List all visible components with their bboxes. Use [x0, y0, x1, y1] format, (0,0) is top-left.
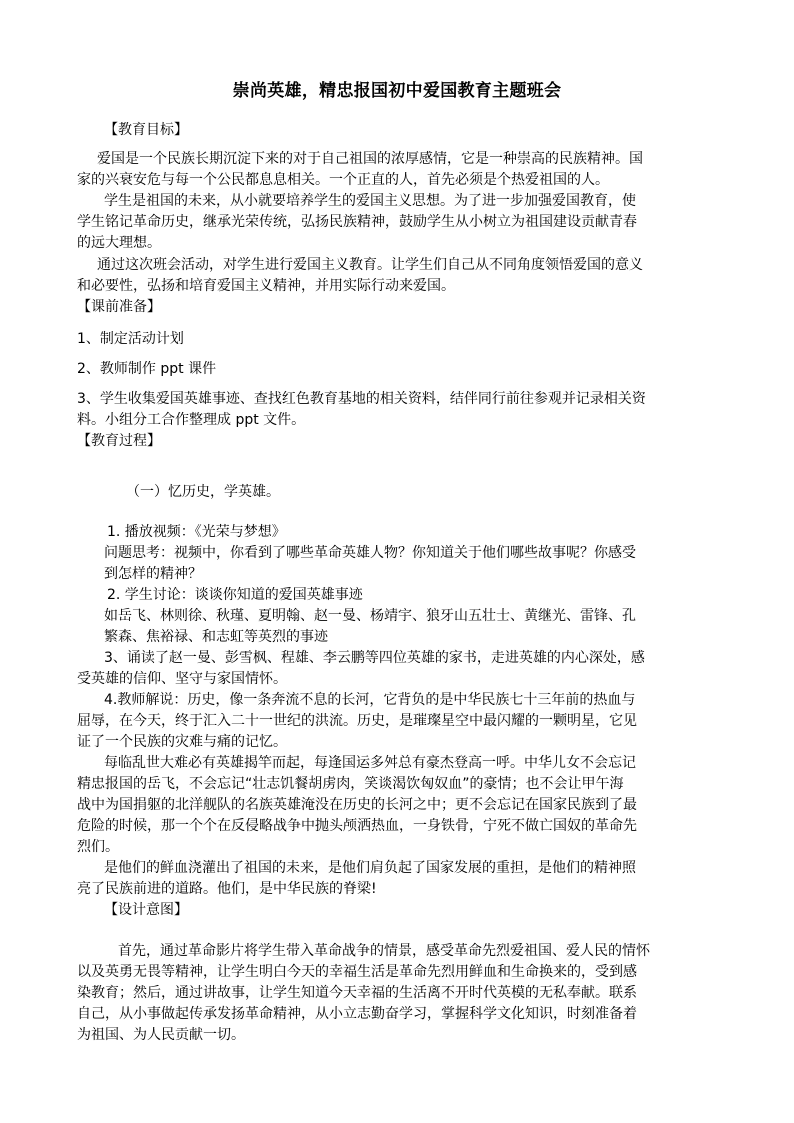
section-heading-goal: 【教育目标】 — [104, 122, 188, 138]
paragraph-line: 4.教师解说：历史，像一条奔流不息的长河，它背负的是中华民族七十三年前的热血与 — [104, 692, 636, 708]
list-item: 2. 学生讨论：谈谈你知道的爱国英雄事迹 — [107, 587, 363, 603]
paragraph-line: 如岳飞、林则徐、秋瑾、夏明翰、赵一曼、杨靖宇、狼牙山五壮士、黄继光、雷锋、孔 — [104, 608, 636, 624]
list-item: 1. 播放视频：《光荣与梦想》 — [107, 524, 286, 540]
list-item: 料。小组分工合作整理成 ppt 文件。 — [77, 412, 306, 428]
paragraph-line: 和必要性，弘扬和培育爱国主义精神，并用实际行动来爱国。 — [77, 278, 455, 294]
paragraph-line: 证了一个民族的灾难与痛的记忆。 — [77, 734, 287, 750]
paragraph-line: 家的兴衰安危与每一个公民都息息相关。一个正直的人，首先必须是个热爱祖国的人。 — [77, 172, 609, 188]
paragraph-line: 亮了民族前进的道路。他们，是中华民族的脊梁! — [77, 881, 377, 897]
paragraph-line: 3、诵读了赵一曼、彭雪枫、程雄、李云鹏等四位英雄的家书，走进英雄的内心深处，感 — [104, 650, 645, 666]
paragraph-line: 爱国是一个民族长期沉淀下来的对于自己祖国的浓厚感情，它是一种崇高的民族精神。国 — [97, 151, 643, 167]
paragraph-line: 首先，通过革命影片将学生带入革命战争的情景，感受革命先烈爱祖国、爱人民的情怀 — [118, 943, 650, 959]
paragraph-line: 以及英勇无畏等精神，让学生明白今天的幸福生活是革命先烈用鲜血和生命换来的，受到感 — [77, 964, 637, 980]
paragraph-line: 染教育；然后，通过讲故事，让学生知道今天幸福的生活离不开时代英模的无私奉献。联系 — [77, 985, 637, 1001]
paragraph-line: 战中为国捐躯的北洋舰队的名族英雄淹没在历史的长河之中；更不会忘记在国家民族到了最 — [77, 797, 637, 813]
paragraph-line: 自己，从小事做起传承发扬革命精神，从小立志勤奋学习，掌握科学文化知识，时刻准备着 — [77, 1006, 637, 1022]
list-item: 1、制定活动计划 — [77, 331, 184, 347]
list-item: 2、教师制作 ppt 课件 — [77, 361, 217, 377]
subsection-heading: （一）忆历史，学英雄。 — [126, 484, 280, 500]
paragraph-line: 通过这次班会活动，对学生进行爱国主义教育。让学生们自己从不同角度领悟爱国的意义 — [97, 257, 643, 273]
paragraph-line: 每临乱世大难必有英雄揭竿而起，每逢国运多舛总有豪杰登高一呼。中华儿女不会忘记 — [104, 755, 636, 771]
paragraph-line: 问题思考：视频中，你看到了哪些革命英雄人物？你知道关于他们哪些故事呢？你感受 — [104, 545, 636, 561]
paragraph-line: 精忠报国的岳飞，不会忘记“壮志饥餐胡虏肉，笑谈渴饮匈奴血”的豪情；也不会让甲午海 — [77, 776, 624, 792]
paragraph-line: 屈辱，在今天，终于汇入二十一世纪的洪流。历史，是璀璨星空中最闪耀的一颗明星，它见 — [77, 713, 637, 729]
paragraph-line: 繁森、焦裕禄、和志虹等英烈的事迹 — [104, 629, 328, 645]
paragraph-line: 的远大理想。 — [77, 235, 161, 251]
paragraph-line: 学生铭记革命历史，继承光荣传统，弘扬民族精神，鼓励学生从小树立为祖国建设贡献青春 — [77, 214, 637, 230]
section-heading-process: 【教育过程】 — [77, 433, 161, 449]
paragraph-line: 学生是祖国的未来，从小就要培养学生的爱国主义思想。为了进一步加强爱国教育，使 — [104, 193, 636, 209]
paragraph-line: 危险的时候，那一个个在反侵略战争中抛头颅洒热血，一身铁骨，宁死不做亡国奴的革命先 — [77, 818, 637, 834]
paragraph-line: 为祖国、为人民贡献一切。 — [77, 1027, 245, 1043]
list-item: 3、学生收集爱国英雄事迹、查找红色教育基地的相关资料，结伴同行前往参观并记录相关资 — [77, 391, 646, 407]
section-heading-design: 【设计意图】 — [104, 902, 188, 918]
paragraph-line: 到怎样的精神？ — [104, 566, 202, 582]
document-title: 崇尚英雄，精忠报国初中爱国教育主题班会 — [232, 81, 562, 101]
paragraph-line: 烈们。 — [77, 839, 119, 855]
paragraph-line: 是他们的鲜血浇灌出了祖国的未来，是他们肩负起了国家发展的重担，是他们的精神照 — [104, 860, 636, 876]
section-heading-prep: 【课前准备】 — [77, 299, 161, 315]
paragraph-line: 受英雄的信仰、坚守与家国情怀。 — [77, 671, 287, 687]
